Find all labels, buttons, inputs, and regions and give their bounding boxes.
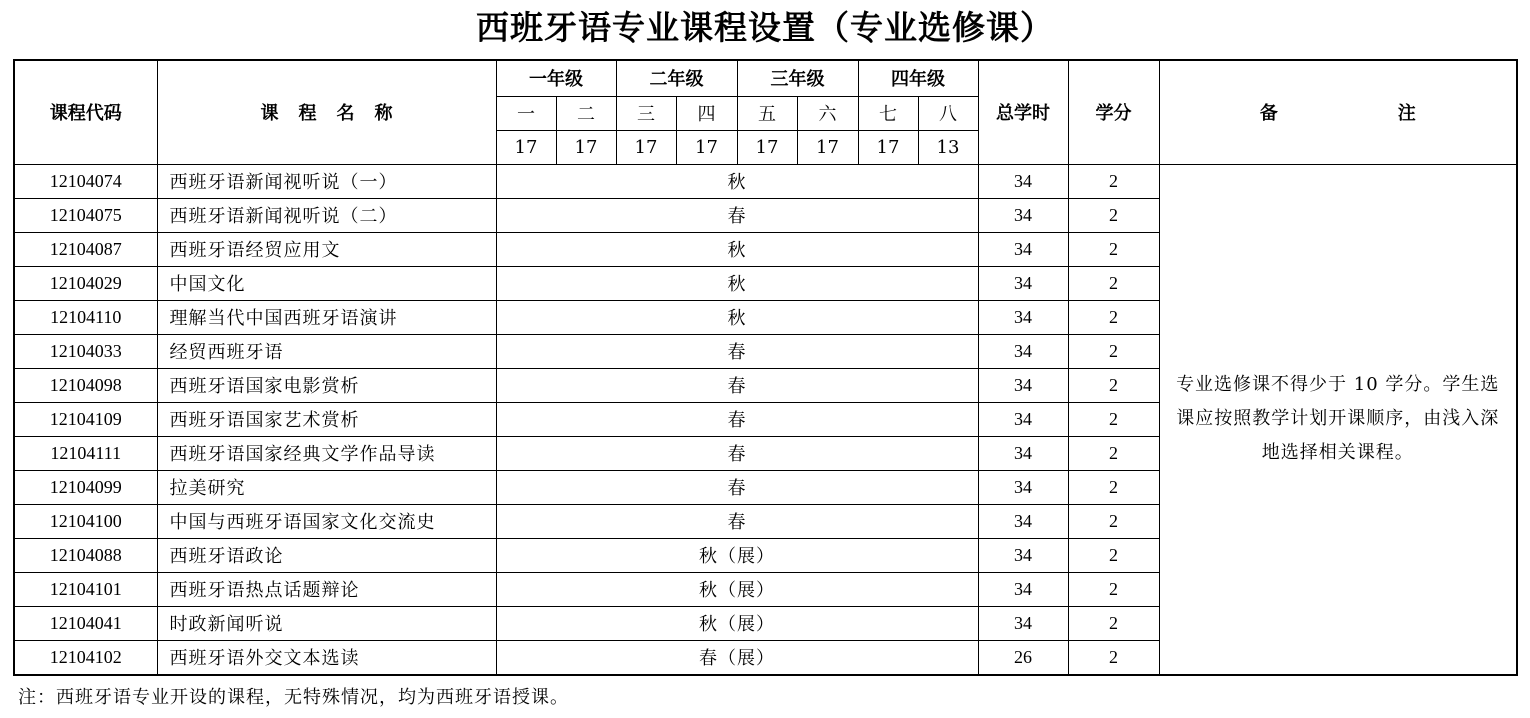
course-credits: 2 — [1068, 402, 1159, 436]
semester-4: 四 — [676, 96, 737, 130]
course-code: 12104087 — [14, 232, 157, 266]
course-name: 西班牙语外交文本选读 — [157, 640, 496, 675]
course-code: 12104029 — [14, 266, 157, 300]
course-name: 经贸西班牙语 — [157, 334, 496, 368]
course-name: 理解当代中国西班牙语演讲 — [157, 300, 496, 334]
course-code: 12104075 — [14, 198, 157, 232]
course-name: 西班牙语国家艺术赏析 — [157, 402, 496, 436]
course-hours: 34 — [978, 572, 1068, 606]
weeks-6: 17 — [797, 130, 858, 164]
course-term: 秋（展） — [496, 572, 978, 606]
course-credits: 2 — [1068, 470, 1159, 504]
course-term: 秋（展） — [496, 606, 978, 640]
course-term: 春 — [496, 334, 978, 368]
course-term: 秋 — [496, 266, 978, 300]
table-row — [14, 164, 1517, 198]
course-code: 12104111 — [14, 436, 157, 470]
course-code: 12104033 — [14, 334, 157, 368]
weeks-1: 17 — [496, 130, 556, 164]
course-code: 12104110 — [14, 300, 157, 334]
course-name: 西班牙语新闻视听说（二） — [157, 198, 496, 232]
course-code: 12104099 — [14, 470, 157, 504]
course-name: 西班牙语国家经典文学作品导读 — [157, 436, 496, 470]
course-credits: 2 — [1068, 164, 1159, 198]
course-hours: 34 — [978, 402, 1068, 436]
footnote: 注：西班牙语专业开设的课程，无特殊情况，均为西班牙语授课。 — [18, 687, 569, 708]
course-credits: 2 — [1068, 640, 1159, 675]
semester-5: 五 — [737, 96, 797, 130]
course-hours: 26 — [978, 640, 1068, 675]
weeks-8: 13 — [918, 130, 978, 164]
course-credits: 2 — [1068, 606, 1159, 640]
course-hours: 34 — [978, 266, 1068, 300]
course-code: 12104101 — [14, 572, 157, 606]
weeks-2: 17 — [556, 130, 616, 164]
course-name: 西班牙语政论 — [157, 538, 496, 572]
course-credits: 2 — [1068, 198, 1159, 232]
course-credits: 2 — [1068, 334, 1159, 368]
course-term: 秋 — [496, 164, 978, 198]
course-credits: 2 — [1068, 368, 1159, 402]
course-credits: 2 — [1068, 572, 1159, 606]
semester-3: 三 — [616, 96, 676, 130]
header-code: 课程代码 — [14, 60, 157, 164]
header-year-2: 二年级 — [616, 60, 737, 96]
header-remark — [1159, 60, 1517, 164]
course-name: 西班牙语新闻视听说（一） — [157, 164, 496, 198]
course-term: 春 — [496, 504, 978, 538]
course-credits: 2 — [1068, 300, 1159, 334]
weeks-7: 17 — [858, 130, 918, 164]
course-name: 西班牙语热点话题辩论 — [157, 572, 496, 606]
course-hours: 34 — [978, 164, 1068, 198]
course-term: 秋 — [496, 232, 978, 266]
course-term: 春 — [496, 368, 978, 402]
course-term: 春 — [496, 470, 978, 504]
course-hours: 34 — [978, 504, 1068, 538]
remark-cell: 专业选修课不得少于 10 学分。学生选课应按照教学计划开课顺序，由浅入深地选择相关课程。 — [1159, 164, 1517, 675]
course-term: 春 — [496, 402, 978, 436]
course-hours: 34 — [978, 334, 1068, 368]
semester-7: 七 — [858, 96, 918, 130]
weeks-3: 17 — [616, 130, 676, 164]
course-term: 春（展） — [496, 640, 978, 675]
course-credits: 2 — [1068, 232, 1159, 266]
course-name: 中国与西班牙语国家文化交流史 — [157, 504, 496, 538]
course-credits: 2 — [1068, 538, 1159, 572]
course-hours: 34 — [978, 232, 1068, 266]
course-term: 秋 — [496, 300, 978, 334]
course-credits: 2 — [1068, 436, 1159, 470]
course-table — [13, 59, 1518, 676]
course-name: 中国文化 — [157, 266, 496, 300]
semester-2: 二 — [556, 96, 616, 130]
course-credits: 2 — [1068, 266, 1159, 300]
header-name: 课程名称 — [157, 60, 496, 164]
header-year-3: 三年级 — [737, 60, 858, 96]
course-hours: 34 — [978, 606, 1068, 640]
course-code: 12104088 — [14, 538, 157, 572]
header-total-hours: 总学时 — [978, 60, 1068, 164]
semester-6: 六 — [797, 96, 858, 130]
course-code: 12104074 — [14, 164, 157, 198]
course-hours: 34 — [978, 538, 1068, 572]
course-term: 春 — [496, 198, 978, 232]
header-year-1: 一年级 — [496, 60, 616, 96]
course-name: 西班牙语经贸应用文 — [157, 232, 496, 266]
course-code: 12104041 — [14, 606, 157, 640]
semester-1: 一 — [496, 96, 556, 130]
course-hours: 34 — [978, 368, 1068, 402]
course-term: 春 — [496, 436, 978, 470]
course-hours: 34 — [978, 436, 1068, 470]
course-name: 西班牙语国家电影赏析 — [157, 368, 496, 402]
course-hours: 34 — [978, 300, 1068, 334]
course-name: 拉美研究 — [157, 470, 496, 504]
weeks-5: 17 — [737, 130, 797, 164]
semester-8: 八 — [918, 96, 978, 130]
header-credits: 学分 — [1068, 60, 1159, 164]
page-title: 西班牙语专业课程设置（专业选修课） — [476, 8, 1054, 47]
header-remark-text: 备 注 — [1259, 103, 1416, 125]
course-code: 12104098 — [14, 368, 157, 402]
course-term: 秋（展） — [496, 538, 978, 572]
course-name: 时政新闻听说 — [157, 606, 496, 640]
header-year-4: 四年级 — [858, 60, 978, 96]
course-code: 12104102 — [14, 640, 157, 675]
course-hours: 34 — [978, 198, 1068, 232]
course-hours: 34 — [978, 470, 1068, 504]
course-code: 12104109 — [14, 402, 157, 436]
weeks-4: 17 — [676, 130, 737, 164]
course-credits: 2 — [1068, 504, 1159, 538]
course-code: 12104100 — [14, 504, 157, 538]
